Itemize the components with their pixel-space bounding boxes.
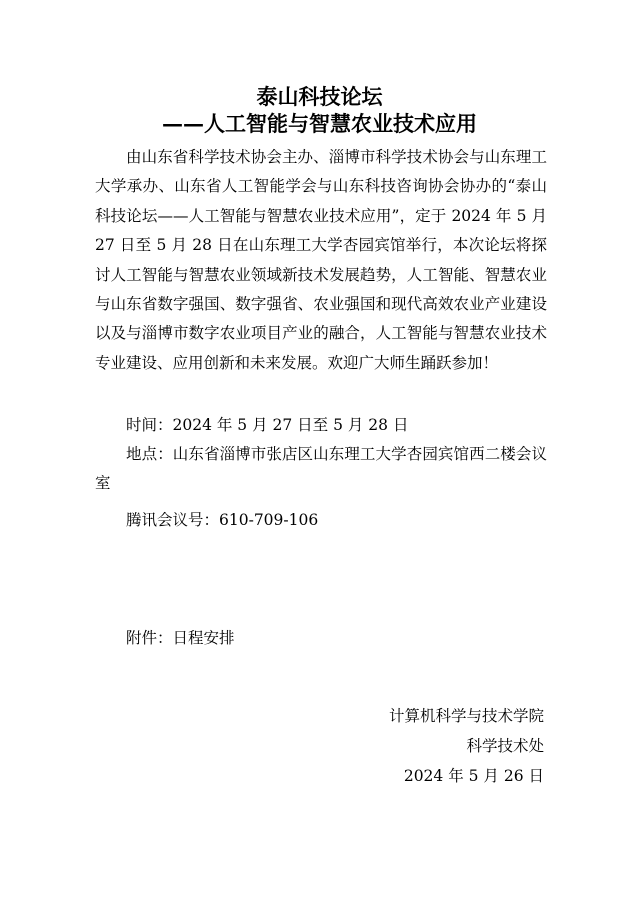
attachment-note: 附件：日程安排 [126, 629, 235, 647]
signature-org-office: 科学技术处 [466, 737, 544, 755]
body-paragraph: 由山东省科学技术协会主办、淄博市科学技术协会与山东理工大学承办、山东省人工智能学会与山东科技咨询协会协办的“泰山科技论坛——人工智能与智慧农业技术应用”，定于 2024 年 5 月 27 日至 5 月 28 日在山东理工大学杏园宾馆举行，本次论坛将探讨人工智能与智慧农业领域新技术发展趋势，人工智能、智慧农业与山东省数字强国、数字强省、农业强国和现代高效农业产业建设以及与淄博市数字农业项目产业的融合，人工智能与智慧农业技术专业建设、应用创新和未来发展。欢迎广大师生踊跃参加！ [95, 148, 547, 372]
document-title: 泰山科技论坛 [256, 84, 383, 109]
event-location: 地点：山东省淄博市张店区山东理工大学杏园宾馆西二楼会议室 [95, 445, 547, 493]
document-subtitle: ——人工智能与智慧农业技术应用 [162, 111, 477, 136]
tencent-meeting-id: 腾讯会议号：610-709-106 [126, 511, 319, 529]
signature-org-college: 计算机科学与技术学院 [388, 707, 544, 725]
event-time: 时间：2024 年 5 月 27 日至 5 月 28 日 [126, 416, 409, 434]
signature-date: 2024 年 5 月 26 日 [403, 767, 544, 785]
